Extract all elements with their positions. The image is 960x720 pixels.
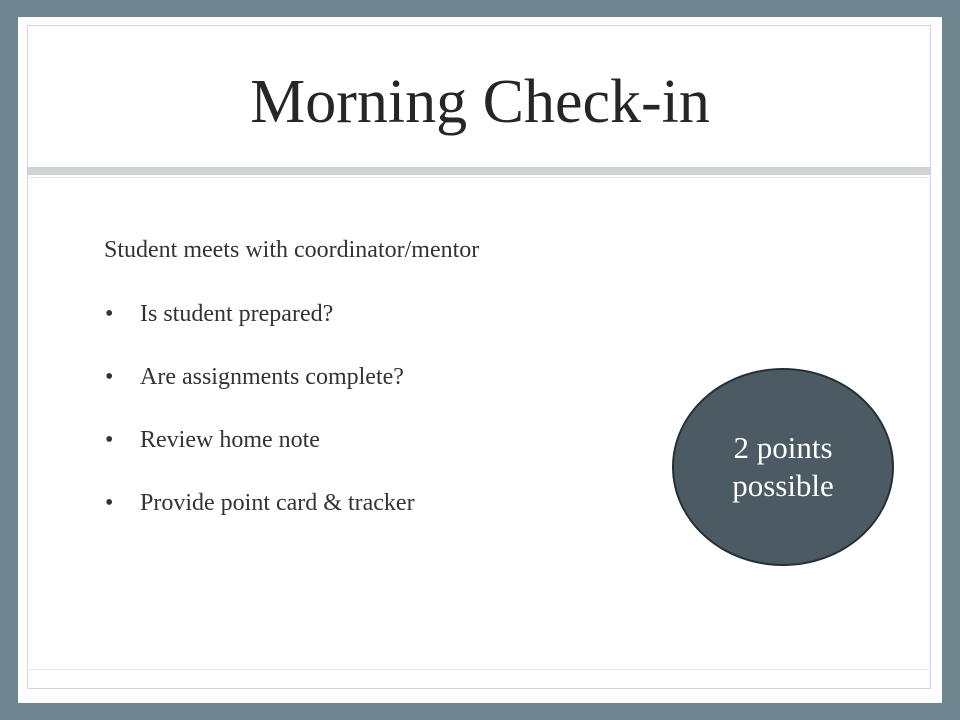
slide	[18, 17, 942, 703]
points-badge	[672, 368, 894, 566]
bullet-dot-icon: •	[105, 490, 114, 516]
badge-line-2: possible	[732, 468, 834, 503]
slide-title: Morning Check-in	[250, 68, 710, 136]
title-divider	[27, 167, 931, 175]
bullet-list	[104, 297, 664, 520]
bullet-item	[104, 297, 664, 331]
bullet-text: Provide point card & tracker	[140, 490, 415, 516]
bullet-item	[104, 486, 664, 520]
badge-line-1: 2 points	[733, 430, 833, 465]
bullet-item	[104, 423, 664, 457]
lead-text: Student meets with coordinator/mentor	[104, 237, 480, 263]
slide-body	[104, 233, 664, 549]
bullet-dot-icon: •	[105, 301, 114, 327]
bullet-item	[104, 360, 664, 394]
bullet-text: Are assignments complete?	[140, 364, 404, 390]
bullet-text: Is student prepared?	[140, 301, 334, 327]
bullet-dot-icon: •	[105, 427, 114, 453]
bullet-text: Review home note	[140, 427, 320, 453]
footer-divider	[27, 669, 931, 670]
bullet-dot-icon: •	[105, 364, 114, 390]
